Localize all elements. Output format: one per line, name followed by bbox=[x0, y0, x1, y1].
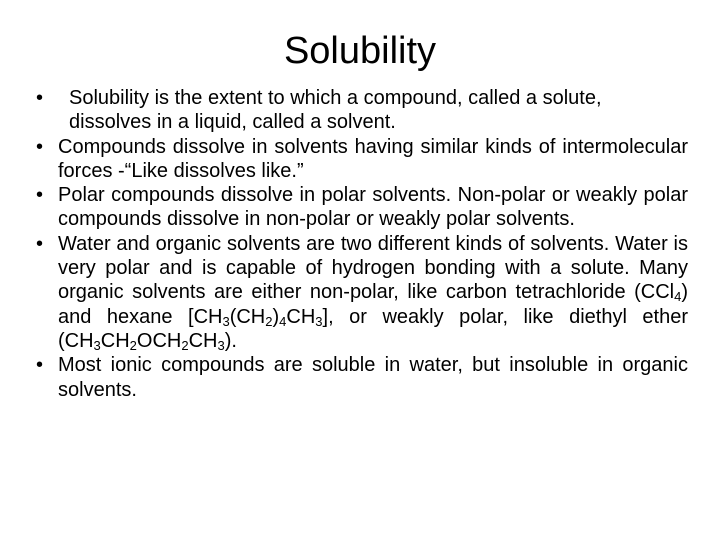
bullet-dot: • bbox=[36, 354, 44, 377]
bullet-text: Solubility is the extent to which a compound, called a solute, dissolves in a liquid, called a solvent. bbox=[69, 87, 602, 134]
bullet-item bbox=[36, 353, 688, 402]
bullet-item bbox=[36, 183, 688, 232]
bullet-item bbox=[36, 232, 688, 353]
bullet-item bbox=[36, 86, 688, 135]
bullet-text: Compounds dissolve in solvents having similar kinds of intermolecular forces -“Like dissolves like.” bbox=[58, 135, 688, 182]
bullet-dot: • bbox=[36, 87, 44, 109]
bullet-dot: • bbox=[36, 184, 44, 207]
slide-title: Solubility bbox=[283, 30, 437, 72]
bullet-text: Polar compounds dissolve in polar solvents. Non-polar or weakly polar compounds dissolve in non-polar or weakly polar solvents. bbox=[58, 184, 688, 231]
bullet-dot: • bbox=[36, 232, 44, 255]
bullet-item bbox=[36, 135, 688, 184]
bullet-list bbox=[36, 86, 688, 402]
bullet-text: Most ionic compounds are soluble in water, but insoluble in organic solvents. bbox=[58, 354, 688, 401]
bullet-text: Water and organic solvents are two different kinds of solvents. Water is very polar and is capable of hydrogen bonding with a solute. Many organic solvents are either non-polar, like carbon tetrachloride (CCl$_4$) and hexane $[CH_3(CH_2)_4CH_3]$, or weakly polar, like diethyl ether $(CH_3CH_2OCH_2CH_3)$. bbox=[58, 232, 688, 353]
bullet-dot: • bbox=[36, 135, 44, 158]
